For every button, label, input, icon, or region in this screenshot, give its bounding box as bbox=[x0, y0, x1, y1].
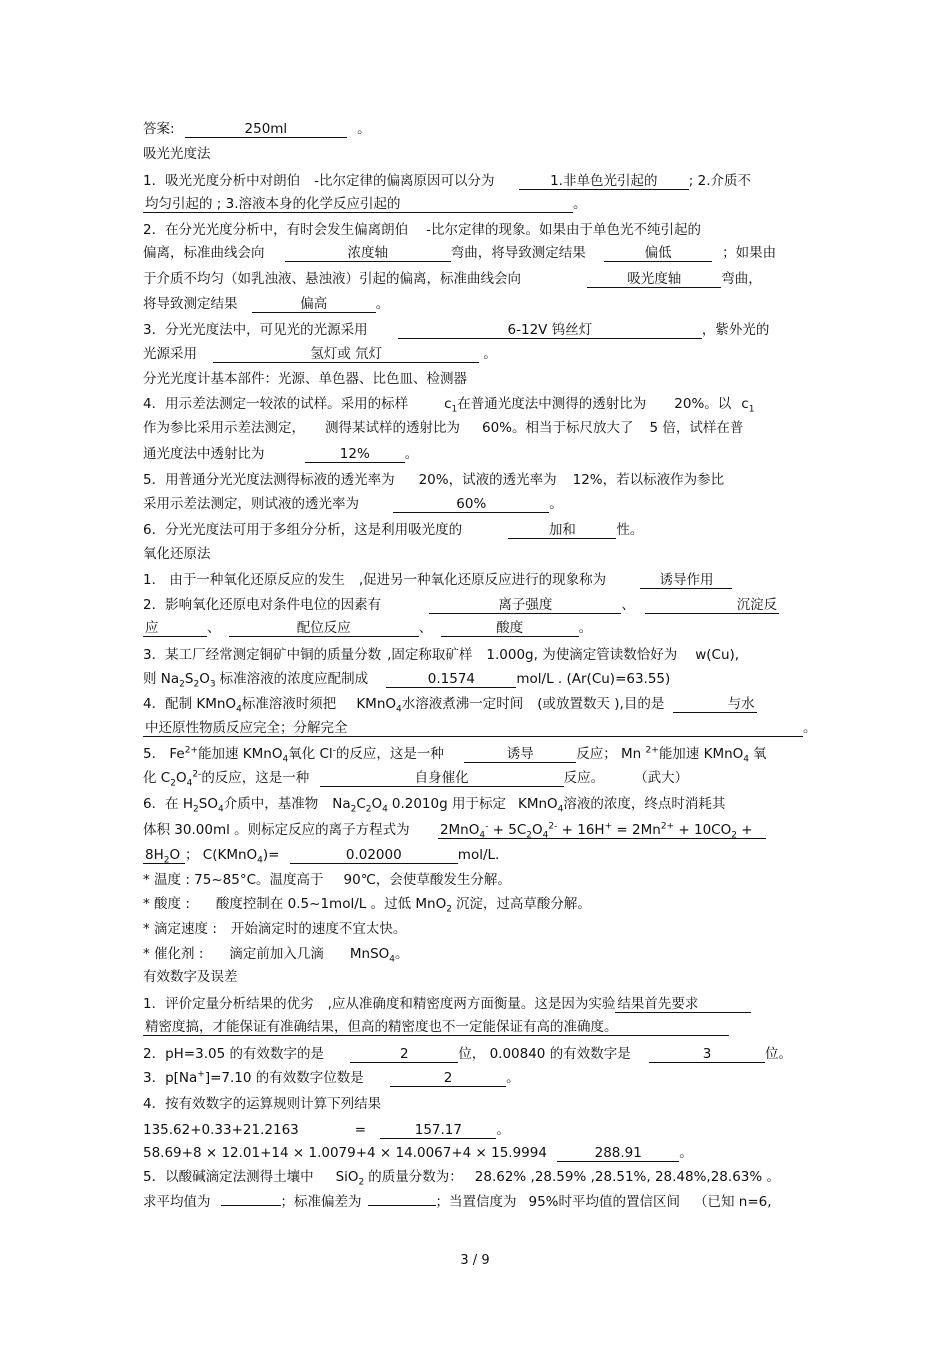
sig-q5-blank-mean bbox=[221, 1205, 281, 1206]
sig-q5-line1: 5．以酸碱滴定法测得土壤中 SiO$_2$ 的质量分数为： 28.62% ,28.59% ,28.51%, 28.48%,28.63% 。 bbox=[143, 1169, 780, 1188]
redox-q3-line2: 则 $Na_2S_2O_3$ 标准溶液的浓度应配制成 0.1574 mol/L . (Ar(Cu)=63.55) bbox=[143, 671, 671, 690]
redox-q1-line: 1． 由于一种氧化还原反应的发生 ,促进另一种氧化还原反应进行的现象称为 诱导作用 bbox=[143, 571, 807, 589]
redox-q4-blank-2: 中还原性物质反应完全；分解完全 bbox=[143, 720, 803, 737]
q5-line1: 5．用普通分光光度法测得标液的透光率为 20%，试液的透光率为 12%，若以标液作为参比 bbox=[143, 472, 725, 488]
q1-blank-1: 1.非单色光引起的 bbox=[519, 173, 689, 190]
q2-line1: 2．在分光光度分析中，有时会发生偏离朗伯 -比尔定律的现象。如果由于单色光不纯引起的 bbox=[143, 222, 701, 238]
redox-q2-line2: 应 、 配位反应 、 酸度 。 bbox=[145, 620, 593, 636]
section-title-photometry: 吸光光度法 bbox=[143, 146, 211, 162]
redox-q5-line2: 化 $C_2O_4^{2-}$的反应，这是一种 自身催化 反应。 （武大） bbox=[143, 769, 689, 789]
section-title-redox: 氧化还原法 bbox=[143, 546, 211, 562]
sig-q5-blank-std bbox=[368, 1205, 436, 1206]
note-temperature: * 温度 : 75~85°C。温度高于 90℃，会使草酸发生分解。 bbox=[143, 872, 511, 888]
sig-q2-line: 2．pH=3.05 的有效数字的是 2 位， 0.00840 的有效数字是 3 位。 bbox=[143, 1046, 792, 1062]
q2-blank-1: 浓度轴 bbox=[285, 245, 451, 262]
redox-q5-blank-1: 诱导 bbox=[464, 746, 576, 763]
sig-q2-blank-1: 2 bbox=[350, 1046, 458, 1063]
redox-q4-line1: 4．配制 KMnO$_4$标准溶液时须把 KMnO$_4$水溶液煮沸一定时间 (或放置数天 ),目的是 与水 bbox=[143, 696, 755, 715]
sig-q1-blank-1: 结果首先要求 bbox=[615, 996, 751, 1013]
redox-q5-line1: 5． $Fe^{2+}$能加速 KMnO$_4$氧化 Cl-的反应，这是一种 诱导 反应； Mn $^{2+}$能加速 KMnO$_4$ 氧 bbox=[143, 745, 767, 765]
page-number: 3 / 9 bbox=[460, 1253, 490, 1268]
q1-blank-2: 均匀引起的 ; 3.溶液本身的化学反应引起的 bbox=[143, 196, 573, 213]
q1-line1: 1．吸光光度分析中对朗伯 -比尔定律的偏离原因可以分为 1.非单色光引起的 ; 2.介质不 bbox=[143, 173, 751, 189]
q3-line2: 光源采用 氢灯或 氘灯 。 bbox=[143, 346, 497, 362]
redox-q2-blank-3: 配位反应 bbox=[229, 620, 419, 637]
q4-line2: 作为参比采用示差法测定， 测得某试样的透射比为 60%。相当于标尺放大了 5 倍，试样在普 bbox=[143, 420, 744, 436]
redox-q6-line3: $8H_2O$ ； C(KMnO$_4$)= 0.02000 mol/L. bbox=[145, 847, 500, 866]
redox-q6-line1: 6．在 $H_2SO_4$介质中，基准物 $Na_2C_2O_4$ 0.2010g 用于标定 KMnO$_4$溶液的浓度，终点时消耗其 bbox=[143, 796, 726, 815]
answer-label: 答案: bbox=[143, 121, 175, 137]
answer-blank: 250ml bbox=[185, 121, 347, 138]
q2-line4: 将导致测定结果 偏高 。 bbox=[143, 296, 390, 312]
calc-blank-1: 157.17 bbox=[380, 1122, 496, 1139]
q2-line2: 偏离，标准曲线会向 浓度轴 弯曲，将导致测定结果 偏低 ；如果由 bbox=[143, 245, 777, 261]
q1-line2: 均匀引起的 ; 3.溶液本身的化学反应引起的 。 bbox=[145, 196, 587, 212]
q5-line2: 采用示差法测定，则试液的透光率为 60% 。 bbox=[143, 496, 563, 512]
redox-q5-blank-2: 自身催化 bbox=[320, 770, 564, 787]
q2-blank-3: 吸光度轴 bbox=[587, 271, 721, 288]
section-title-significant-figures: 有效数字及误差 bbox=[143, 969, 238, 985]
sig-q1-line1: 1．评价定量分析结果的优劣 ,应从准确度和精密度两方面衡量。这是因为实验 结果首先要求 bbox=[143, 995, 807, 1013]
calc-line-2: 58.69+8 × 12.01+14 × 1.0079+4 × 14.0067+4 × 15.9994 288.91 。 bbox=[143, 1145, 693, 1161]
redox-q2-line1: 2．影响氧化还原电对条件电位的因素有 离子强度 、 沉淀反 bbox=[143, 597, 778, 613]
redox-q4-line2: 中还原性物质反应完全；分解完全 。 bbox=[145, 720, 817, 736]
redox-q2-blank-1: 离子强度 bbox=[429, 597, 621, 614]
q4-line3: 通光度法中透射比为 12% 。 bbox=[143, 446, 419, 462]
sig-q4-line: 4．按有效数字的运算规则计算下列结果 bbox=[143, 1096, 382, 1112]
photometer-parts: 分光光度计基本部件：光源、单色器、比色皿、检测器 bbox=[143, 371, 467, 387]
sig-q5-line2: 求平均值为 ；标准偏差为 ；当置信度为 95%时平均值的置信区间 （已知 n=6, bbox=[143, 1194, 772, 1210]
redox-q4-blank-1: 与水 bbox=[673, 696, 757, 713]
q6-blank: 加和 bbox=[508, 522, 616, 539]
sig-q2-blank-2: 3 bbox=[649, 1046, 765, 1063]
redox-q6-line2: 体积 30.00ml 。则标定反应的离子方程式为 $2MnO_4^- + 5C_2O_4^{2-} + 16H^+ = 2Mn^{2+} + 10CO_2$ + bbox=[143, 821, 807, 839]
redox-q2-blank-4: 酸度 bbox=[441, 620, 579, 637]
note-acidity: * 酸度 : 酸度控制在 0.5~1mol/L 。过低 MnO$_2$ 沉淀，过高草酸分解。 bbox=[143, 896, 591, 915]
sig-q1-line2 bbox=[143, 1018, 807, 1036]
q4-line1: 4．用示差法测定一较浓的试样。采用的标样 $c_1$在普通光度法中测得的透射比为 20%。以 $c_1$ bbox=[143, 396, 755, 415]
redox-q6-equation: $2MnO_4^- + 5C_2O_4^{2-} + 16H^+ = 2Mn^{2+} + 10CO_2$ + bbox=[438, 822, 766, 839]
sig-q3-blank: 2 bbox=[390, 1070, 506, 1087]
q6-line: 6．分光光度法可用于多组分分析，这是利用吸光度的 加和 性。 bbox=[143, 522, 644, 538]
redox-q3-line1: 3．某工厂经常测定铜矿中铜的质量分数 ,固定称取矿样 1.000g, 为使滴定管读数恰好为 w(Cu), bbox=[143, 647, 740, 663]
q4-blank: 12% bbox=[305, 446, 405, 463]
calc-blank-2: 288.91 bbox=[557, 1145, 679, 1162]
q3-line1: 3．分光光度法中，可见光的光源采用 6-12V 钨丝灯 ，紫外光的 bbox=[143, 322, 770, 338]
intro-answer-line: 答案: 250ml 。 bbox=[143, 121, 371, 137]
sig-q1-blank-2: 精密度搞，才能保证有准确结果，但高的精密度也不一定能保证有高的准确度。 bbox=[143, 1019, 729, 1036]
redox-q6-blank: 0.02000 bbox=[290, 847, 458, 864]
q3-blank-2: 氢灯或 氘灯 bbox=[213, 346, 479, 363]
note-titration-speed: * 滴定速度 : 开始滴定时的速度不宜太快。 bbox=[143, 921, 407, 937]
q5-blank: 60% bbox=[393, 496, 549, 513]
redox-q3-blank: 0.1574 bbox=[386, 671, 516, 688]
q2-line3: 于介质不均匀（如乳浊液、悬浊液）引起的偏离，标准曲线会向 吸光度轴 弯曲， bbox=[143, 271, 762, 287]
calc-line-1: 135.62+0.33+21.2163 = 157.17 。 bbox=[143, 1122, 510, 1138]
q2-blank-2: 偏低 bbox=[604, 245, 712, 262]
sig-q3-line: 3．p[Na+]=7.10 的有效数字位数是 2 。 bbox=[143, 1069, 520, 1086]
q3-blank-1: 6-12V 钨丝灯 bbox=[398, 322, 702, 339]
q2-blank-4: 偏高 bbox=[252, 296, 376, 313]
redox-q2-blank-2: 沉淀反 bbox=[645, 597, 779, 614]
redox-q1-blank: 诱导作用 bbox=[640, 572, 732, 589]
note-catalyst: * 催化剂 : 滴定前加入几滴 MnSO$_4$。 bbox=[143, 946, 409, 965]
